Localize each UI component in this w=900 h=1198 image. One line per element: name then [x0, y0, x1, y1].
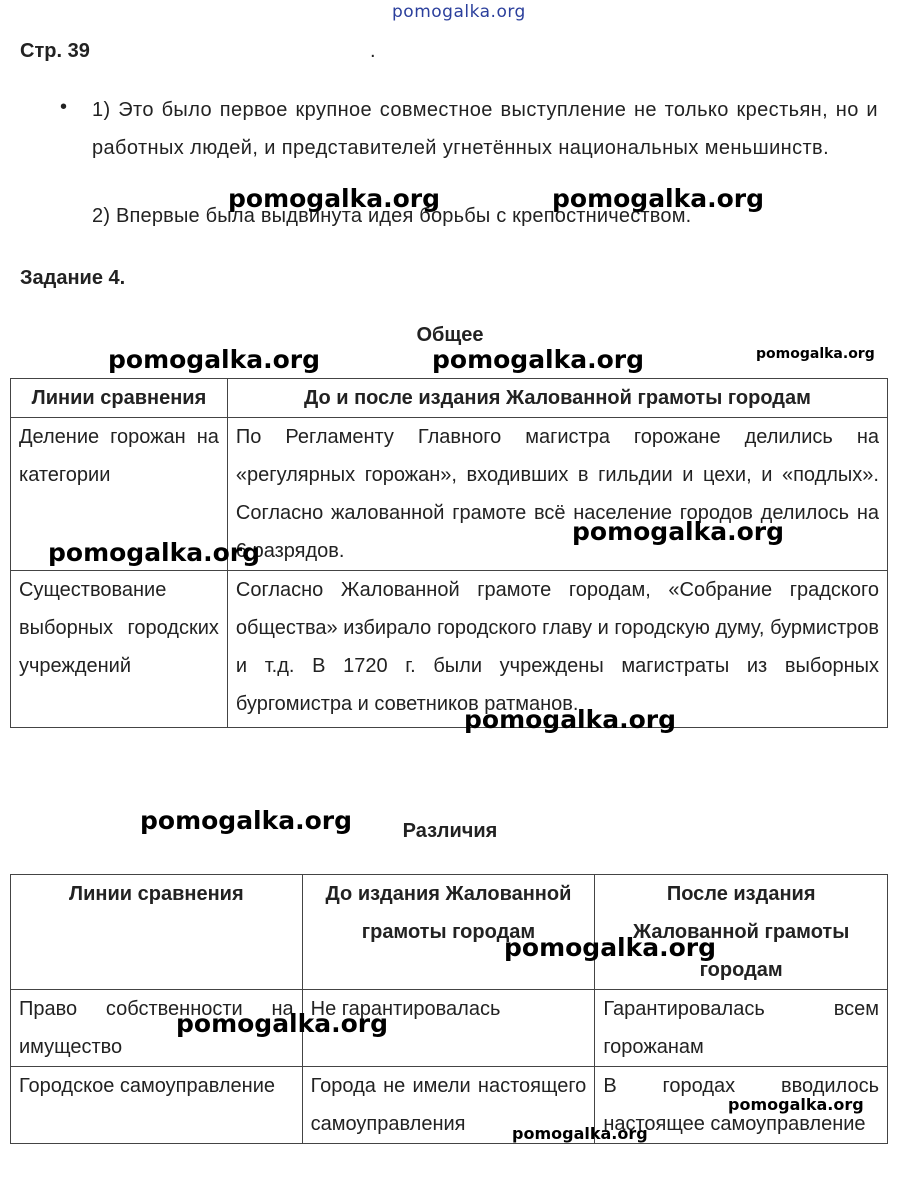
- after-cell: В городах вводилось настоящее самоуправление: [595, 1067, 888, 1144]
- table-header-row: [11, 875, 888, 990]
- column-header: После издания Жалованной грамоты городам: [595, 875, 888, 990]
- column-header: Линии сравнения: [11, 379, 228, 418]
- before-cell: Города не имели настоящего самоуправления: [302, 1067, 595, 1144]
- comparison-line-cell: Существование выборных городских учреждений: [11, 571, 228, 728]
- diff-table-caption: Различия: [402, 820, 498, 842]
- table-row: [11, 571, 888, 728]
- answer-paragraph-1: 1) Это было первое крупное совместное выступление не только крестьян, но и работных людей, и представителей угнетённых национальных меньшинств.: [92, 99, 878, 159]
- column-header: До и после издания Жалованной грамоты городам: [227, 379, 887, 418]
- before-cell: Не гарантировалась: [302, 990, 595, 1067]
- page-reference: Стр. 39: [20, 40, 90, 62]
- site-header: pomogalka.org: [392, 2, 526, 22]
- common-text-cell: Согласно Жалованной грамоте городам, «Собрание градского общества» избирало городского главу и городскую думу, бурмистров и т.д. В 1720 г. были учреждены магистраты из выборных бургомистра и советников ратманов.: [227, 571, 887, 728]
- watermark: pomogalka.org: [512, 1124, 648, 1143]
- task-title: Задание 4.: [20, 267, 126, 289]
- watermark: pomogalka.org: [108, 345, 321, 374]
- bullet-icon: •: [60, 96, 68, 118]
- watermark: pomogalka.org: [464, 705, 677, 734]
- watermark: pomogalka.org: [176, 1009, 389, 1038]
- comparison-line-cell: Городское самоуправление: [11, 1067, 303, 1144]
- column-header: До издания Жалованной грамоты городам: [302, 875, 595, 990]
- watermark: pomogalka.org: [432, 345, 645, 374]
- watermark: pomogalka.org: [728, 1095, 864, 1114]
- page-reference-dot: .: [370, 40, 376, 62]
- watermark: pomogalka.org: [572, 517, 785, 546]
- watermark: pomogalka.org: [756, 346, 875, 362]
- answer-paragraph-2: 2) Впервые была выдвинута идея борьбы с крепостничеством.: [92, 205, 692, 227]
- watermark: pomogalka.org: [228, 184, 441, 213]
- table-row: [11, 990, 888, 1067]
- watermark: pomogalka.org: [140, 806, 353, 835]
- common-table-caption: Общее: [416, 324, 484, 346]
- watermark: pomogalka.org: [552, 184, 765, 213]
- watermark: pomogalka.org: [504, 933, 717, 962]
- column-header: Линии сравнения: [11, 875, 303, 990]
- after-cell: Гарантировалась всем горожанам: [595, 990, 888, 1067]
- common-text-cell: По Регламенту Главного магистра горожане делились на «регулярных горожан», входивших в гильдии и цехи, и «подлых». Согласно жалованной грамоте всё население городов делилось на 6 разрядов.: [227, 418, 887, 571]
- comparison-line-cell: Право собственности на имущество: [11, 990, 303, 1067]
- table-header-row: [11, 379, 888, 418]
- watermark: pomogalka.org: [48, 538, 261, 567]
- comparison-line-cell: Деление горожан на категории: [11, 418, 228, 571]
